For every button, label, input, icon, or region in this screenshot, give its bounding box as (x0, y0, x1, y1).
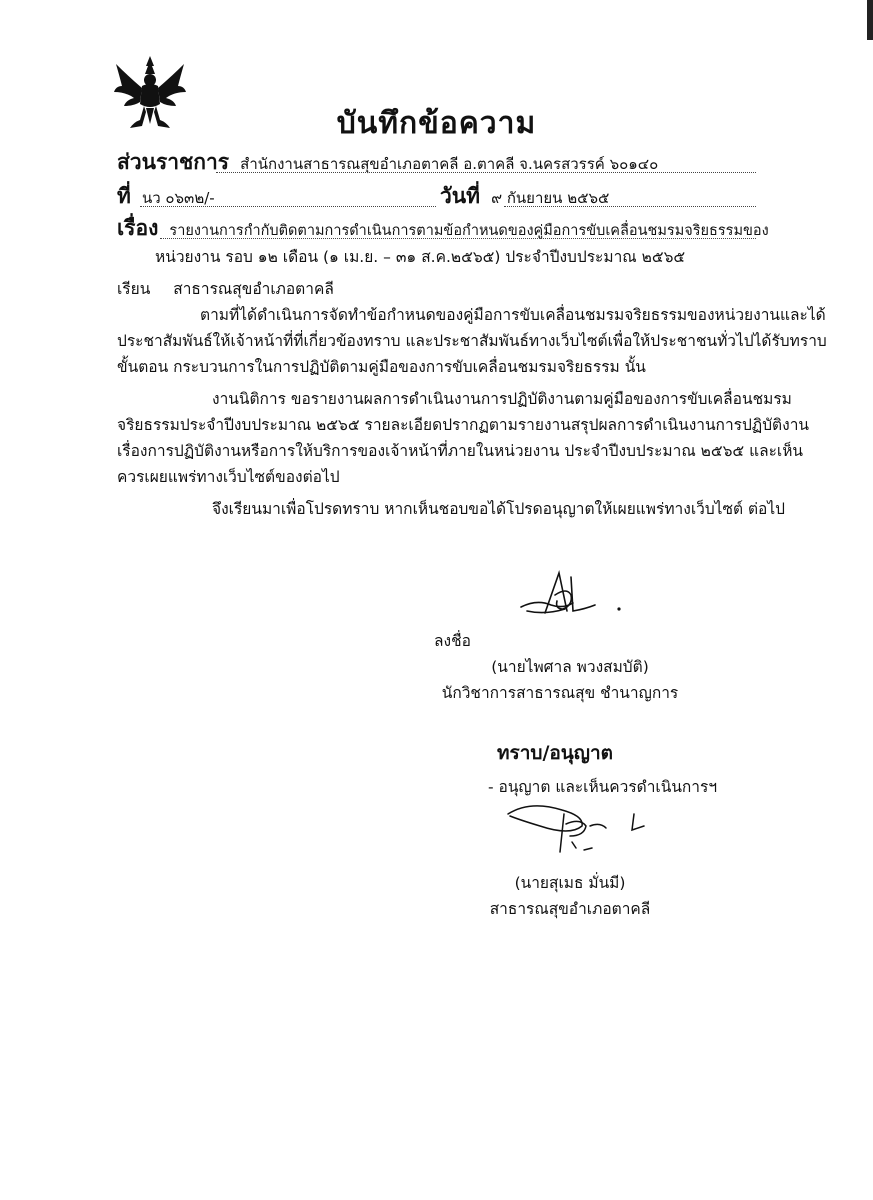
agency-row (117, 146, 658, 179)
paragraph-2-line-1: งานนิติการ ขอรายงานผลการดำเนินงานการปฏิบัติงานตามคู่มือของการขับเคลื่อนชมรม (212, 390, 792, 408)
date-value: ๙ กันยายน ๒๕๖๕ (491, 189, 610, 207)
subject-line-1: รายงานการกำกับติดตามการดำเนินการตามข้อกำหนดของคู่มือการขับเคลื่อนชมรมจริยธรรมของ (169, 223, 769, 239)
approver-name: (นายสุเมธ มั่นมี) (514, 874, 626, 892)
paragraph-2-line-4: ควรเผยแพร่ทางเว็บไซต์ของต่อไป (117, 468, 340, 486)
paragraph-1-line-2: ประชาสัมพันธ์ให้เจ้าหน้าที่ที่เกี่ยวข้องทราบ และประชาสัมพันธ์ทางเว็บไซต์เพื่อให้ประชาชนทั่วไปได้รับทราบ (117, 332, 827, 350)
subject-row (117, 212, 769, 245)
paragraph-2-line-3: เรื่องการปฏิบัติงานหรือการให้บริการของเจ้าหน้าที่ภายในหน่วยงาน ประจำปีงบประมาณ ๒๕๖๕ และเห็น (117, 442, 804, 460)
paragraph-3-line-1: จึงเรียนมาเพื่อโปรดทราบ หากเห็นชอบขอได้โปรดอนุญาตให้เผยแพร่ทางเว็บไซต์ ต่อไป (212, 500, 785, 518)
sign-label: ลงชื่อ (434, 632, 471, 650)
ref-row (117, 180, 215, 213)
scan-edge-mark (867, 0, 873, 40)
signature-mark-1 (515, 565, 635, 625)
approval-heading: ทราบ/อนุญาต (497, 742, 613, 764)
approver-position: สาธารณสุขอำเภอตาคลี (489, 900, 651, 918)
date-row (440, 180, 609, 213)
agency-value: สำนักงานสาธารณสุขอำเภอตาคลี อ.ตาคลี จ.นครสวรรค์ ๖๐๑๔๐ (240, 155, 659, 173)
paragraph-2-line-2: จริยธรรมประจำปีงบประมาณ ๒๕๖๕ รายละเอียดปรากฏตามรายงานสรุปผลการดำเนินงานการปฏิบัติงาน (117, 416, 809, 434)
ref-value: นว ๐๖๓๒/- (141, 189, 215, 207)
date-underline (504, 206, 756, 207)
subject-underline (160, 238, 756, 239)
agency-label: ส่วนราชการ (117, 150, 230, 174)
date-label: วันที่ (440, 184, 480, 208)
paragraph-1-line-1: ตามที่ได้ดำเนินการจัดทำข้อกำหนดของคู่มือการขับเคลื่อนชมรมจริยธรรมของหน่วยงานและได้ (200, 306, 826, 324)
document-title: บันทึกข้อความ (336, 106, 537, 141)
signer-position: นักวิชาการสาธารณสุข ชำนาญการ (441, 684, 679, 702)
approval-note: - อนุญาต และเห็นควรดำเนินการฯ (488, 778, 718, 796)
paragraph-1-line-3: ขั้นตอน กระบวนการในการปฏิบัติตามคู่มือของการขับเคลื่อนชมรมจริยธรรม นั้น (117, 358, 646, 376)
subject-line-2: หน่วยงาน รอบ ๑๒ เดือน (๑ เม.ย. – ๓๑ ส.ค.๒๕๖๕) ประจำปีงบประมาณ ๒๕๖๕ (155, 248, 686, 266)
agency-underline (216, 172, 756, 173)
subject-label: เรื่อง (117, 216, 159, 240)
salutation-label: เรียน (117, 280, 151, 298)
signature-mark-2 (500, 796, 650, 866)
salutation-row (117, 276, 334, 301)
signer-name: (นายไพศาล พวงสมบัติ) (491, 658, 649, 676)
ref-label: ที่ (117, 184, 131, 208)
ref-underline (140, 206, 436, 207)
salutation-recipient: สาธารณสุขอำเภอตาคลี (173, 280, 334, 298)
